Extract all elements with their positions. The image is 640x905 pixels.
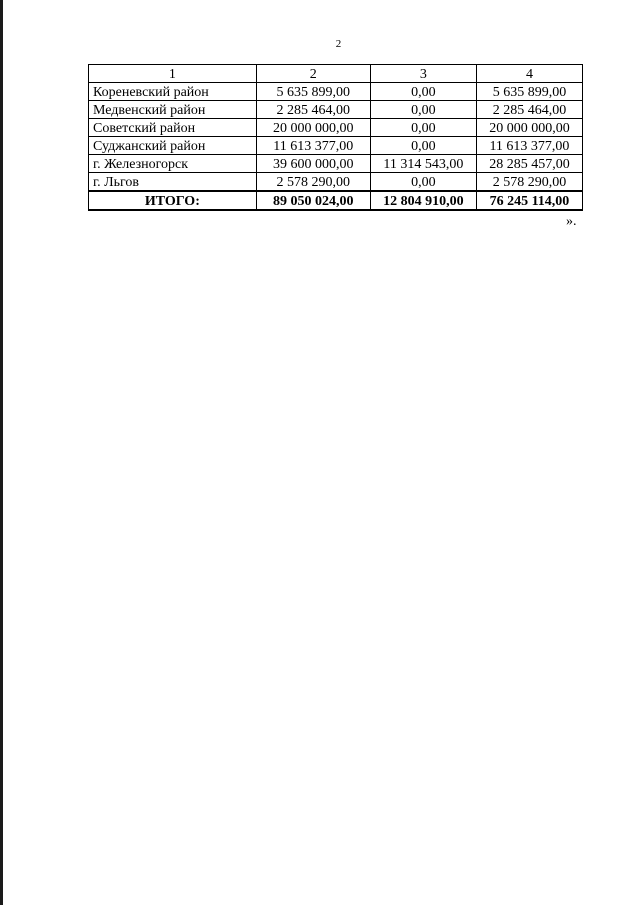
value-cell: 20 000 000,00 [256, 119, 370, 137]
total-value-cell: 76 245 114,00 [476, 191, 582, 210]
closing-quote-mark: ». [566, 214, 577, 229]
table-row [89, 137, 583, 155]
value-cell: 28 285 457,00 [476, 155, 582, 173]
table-row [89, 173, 583, 192]
table-row [89, 155, 583, 173]
data-table [88, 64, 583, 211]
district-name-cell: Медвенский район [89, 101, 257, 119]
total-value-cell: 89 050 024,00 [256, 191, 370, 210]
page-number: 2 [335, 38, 342, 50]
value-cell: 11 613 377,00 [256, 137, 370, 155]
district-name-cell: Суджанский район [89, 137, 257, 155]
value-cell: 11 314 543,00 [370, 155, 476, 173]
total-label-cell: ИТОГО: [89, 191, 257, 210]
header-cell: 1 [89, 65, 257, 83]
table-row [89, 83, 583, 101]
district-name-cell: Кореневский район [89, 83, 257, 101]
value-cell: 2 285 464,00 [256, 101, 370, 119]
district-name-cell: Советский район [89, 119, 257, 137]
header-cell: 4 [476, 65, 582, 83]
value-cell: 0,00 [370, 173, 476, 192]
table-row [89, 101, 583, 119]
header-cell: 3 [370, 65, 476, 83]
value-cell: 0,00 [370, 137, 476, 155]
value-cell: 11 613 377,00 [476, 137, 582, 155]
value-cell: 20 000 000,00 [476, 119, 582, 137]
table-total-row [89, 191, 583, 210]
value-cell: 0,00 [370, 101, 476, 119]
district-name-cell: г. Льгов [89, 173, 257, 192]
value-cell: 0,00 [370, 83, 476, 101]
value-cell: 5 635 899,00 [476, 83, 582, 101]
value-cell: 0,00 [370, 119, 476, 137]
total-value-cell: 12 804 910,00 [370, 191, 476, 210]
header-cell: 2 [256, 65, 370, 83]
value-cell: 2 578 290,00 [476, 173, 582, 192]
page-left-edge [0, 0, 3, 905]
value-cell: 2 285 464,00 [476, 101, 582, 119]
district-name-cell: г. Железногорск [89, 155, 257, 173]
table-row [89, 119, 583, 137]
value-cell: 39 600 000,00 [256, 155, 370, 173]
table-header-row [89, 65, 583, 83]
value-cell: 5 635 899,00 [256, 83, 370, 101]
value-cell: 2 578 290,00 [256, 173, 370, 192]
